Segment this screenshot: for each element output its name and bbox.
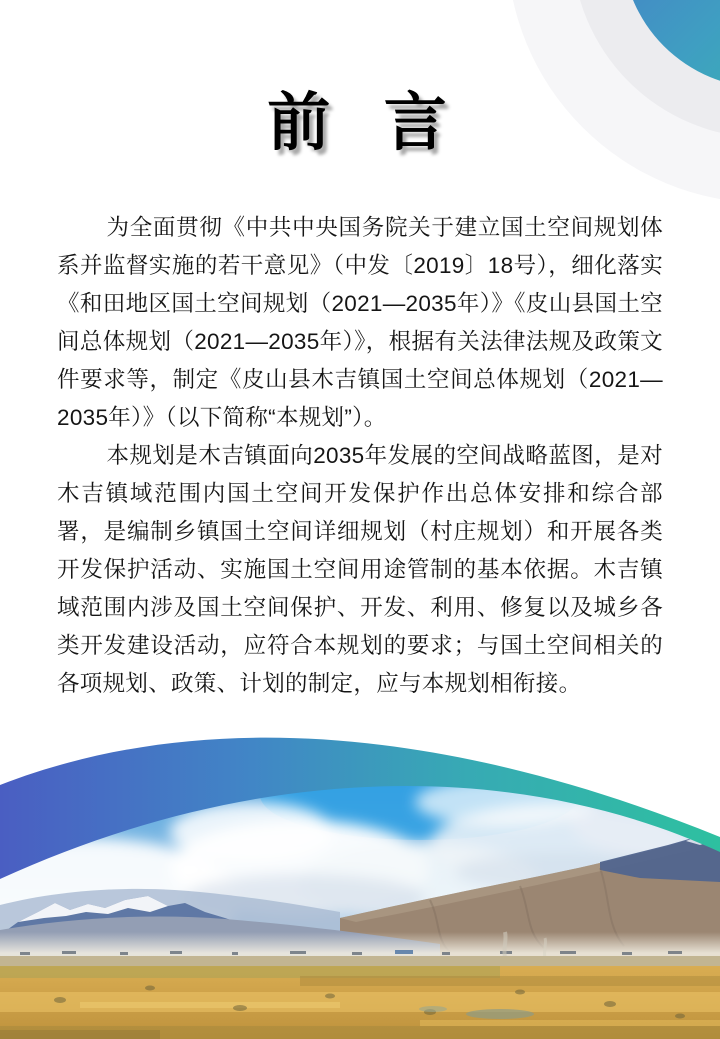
- preface-paragraph-2: 本规划是木吉镇面向2035年发展的空间战略蓝图，是对木吉镇域范围内国土空间开发保护作出总体安排和综合部署，是编制乡镇国土空间详细规划（村庄规划）和开展各类开发保护活动、实施国土空间用途管制的基本依据。木吉镇域范围内涉及国土空间保护、开发、利用、修复以及城乡各类开发建设活动，应符合本规划的要求；与国土空间相关的各项规划、政策、计划的制定，应与本规划相衔接。: [57, 443, 663, 696]
- footer-landscape: [0, 719, 720, 1039]
- preface-text: [57, 209, 663, 703]
- pond: [466, 1009, 534, 1019]
- landscape-photo-illustration: [0, 719, 720, 1039]
- page-title: 前 言: [267, 88, 453, 158]
- preface-paragraph-1: 为全面贯彻《中共中央国务院关于建立国土空间规划体系并监督实施的若干意见》（中发〔2019〕18号），细化落实《和田地区国土空间规划（2021—2035年）》《皮山县国土空间总体规划（2021—2035年）》，根据有关法律法规及政策文件要求等，制定《皮山县木吉镇国土空间总体规划（2021—2035年）》（以下简称“本规划”）。: [57, 215, 663, 430]
